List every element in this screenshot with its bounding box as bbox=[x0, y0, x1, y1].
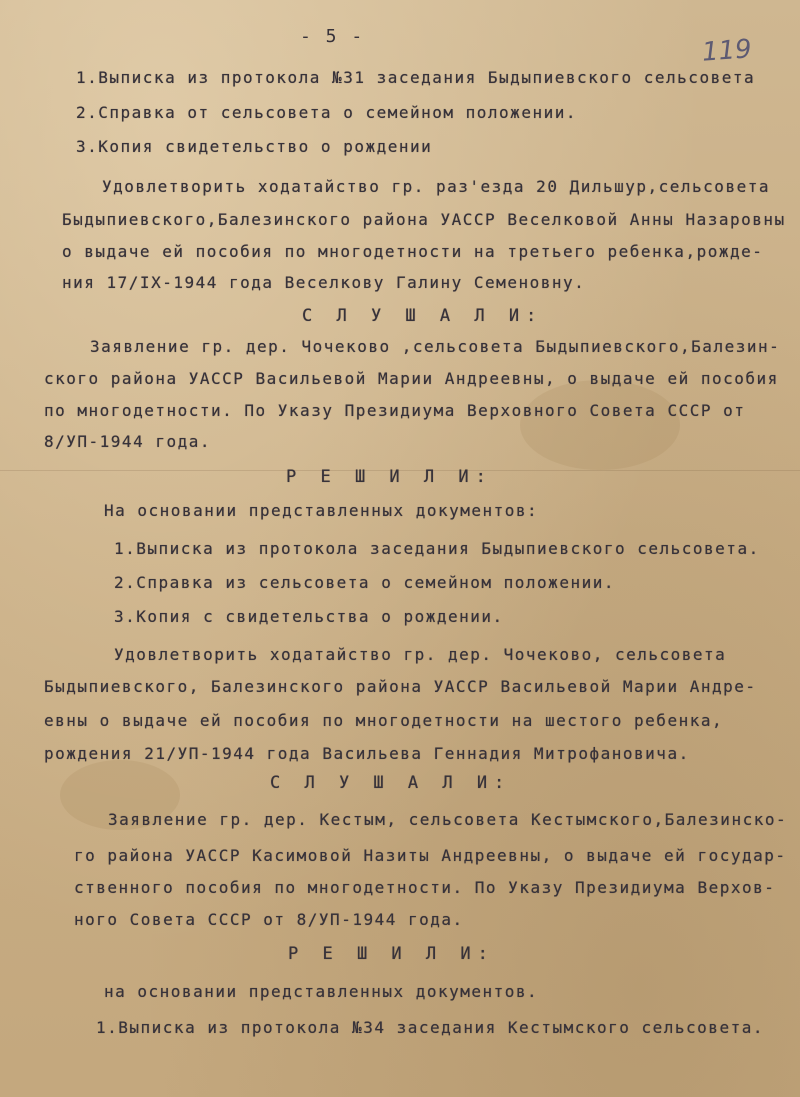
document-line: Быдыпиевского, Балезинского района УАССР Васильевой Марии Андре- bbox=[44, 677, 757, 696]
document-line: 2.Справка из сельсовета о семейном положении. bbox=[114, 573, 615, 592]
document-line: по многодетности. По Указу Президиума Верховного Совета СССР от bbox=[44, 401, 746, 420]
document-line: на основании представленных документов. bbox=[104, 982, 539, 1001]
document-line: ского района УАССР Васильевой Марии Андреевны, о выдаче ей пособия bbox=[44, 369, 779, 388]
document-line: ственного пособия по многодетности. По Указу Президиума Верхов- bbox=[74, 878, 776, 897]
document-line: 8/УП-1944 года. bbox=[44, 432, 211, 451]
document-line: 1.Выписка из протокола №31 заседания Быдыпиевского сельсовета bbox=[76, 68, 756, 87]
document-line: 3.Копия с свидетельства о рождении. bbox=[114, 607, 504, 626]
document-line: го района УАССР Касимовой Назиты Андреевны, о выдаче ей государ- bbox=[74, 846, 787, 865]
document-line: 1.Выписка из протокола заседания Быдыпиевского сельсовета. bbox=[114, 539, 760, 558]
section-heading: С Л У Ш А Л И: bbox=[302, 306, 544, 326]
page-number: - 5 - bbox=[300, 26, 365, 47]
document-line: ния 17/IX-1944 года Веселкову Галину Семеновну. bbox=[62, 273, 586, 292]
document-line: рождения 21/УП-1944 года Васильева Геннадия Митрофановича. bbox=[44, 744, 690, 763]
document-line: ного Совета СССР от 8/УП-1944 года. bbox=[74, 910, 464, 929]
document-line: Заявление гр. дер. Чочеково ,сельсовета Быдыпиевского,Балезин- bbox=[90, 337, 781, 356]
document-line: 1.Выписка из протокола №34 заседания Кестымского сельсовета. bbox=[96, 1018, 764, 1037]
document-line: Заявление гр. дер. Кестым, сельсовета Кестымского,Балезинско- bbox=[108, 810, 788, 829]
document-line: евны о выдаче ей пособия по многодетности на шестого ребенка, bbox=[44, 711, 724, 730]
document-line: Быдыпиевского,Балезинского района УАССР Веселковой Анны Назаровны bbox=[62, 210, 786, 229]
document-line: 3.Копия свидетельство о рождении bbox=[76, 137, 433, 156]
section-heading: Р Е Ш И Л И: bbox=[286, 467, 493, 487]
archive-sheet-number: 119 bbox=[701, 34, 753, 68]
paper-stain bbox=[520, 380, 680, 470]
document-line: Удовлетворить ходатайство гр. дер. Чочеково, сельсовета bbox=[114, 645, 727, 664]
document-line: 2.Справка от сельсовета о семейном положении. bbox=[76, 103, 577, 122]
document-line: Удовлетворить ходатайство гр. раз'езда 20 Дильшур,сельсовета bbox=[102, 177, 770, 196]
section-heading: Р Е Ш И Л И: bbox=[288, 944, 495, 964]
document-line: На основании представленных документов: bbox=[104, 501, 539, 520]
section-heading: С Л У Ш А Л И: bbox=[270, 773, 512, 793]
document-line: о выдаче ей пособия по многодетности на третьего ребенка,рожде- bbox=[62, 242, 764, 261]
